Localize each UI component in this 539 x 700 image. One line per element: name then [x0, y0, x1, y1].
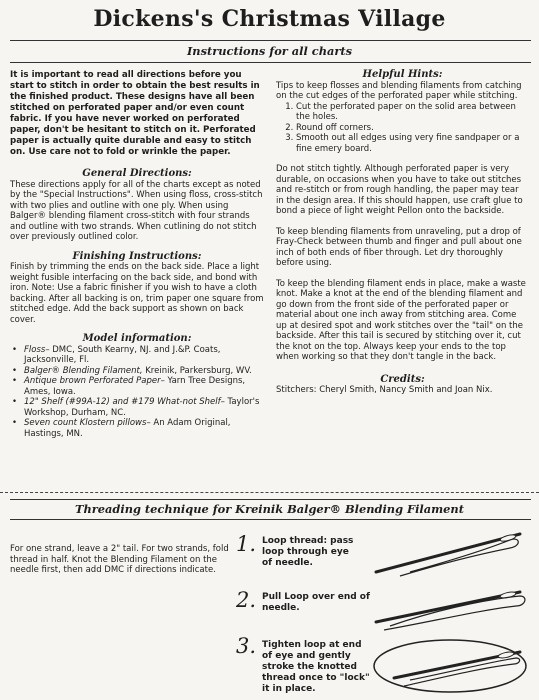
model-item-rest: – Taylor's Workshop, Durham, NC.: [24, 397, 260, 418]
needle-lock-illustration: [370, 632, 530, 696]
left-column: [10, 70, 264, 439]
hint-step: 2. Round off corners.: [296, 123, 529, 134]
needle-pull-illustration: [370, 582, 530, 632]
model-heading: Model information:: [82, 333, 192, 344]
hints-paragraph-3: To keep the blending filament ends in place, make a waste knot. Make a knot at the end of the blending filament and go down from the front side of the perforated paper or material about one inch away from stitching area. Come up at desired spot and work stitches over the "tail" on the backside. After this tail is secured by stitching over it, cut the knot on the top. Always keep your ends to the top when working so that they don't tangle in the back.: [276, 278, 526, 362]
instructions-heading: Instructions for all charts: [186, 44, 353, 58]
model-item-rest: – DMC, South Kearny, NJ. and J.&P. Coats, Jacksonville, Fl.: [24, 344, 221, 365]
general-heading: General Directions:: [82, 168, 192, 179]
threading-heading: Threading technique for Kreinik Balger® Blending Filament: [75, 502, 464, 516]
model-item: [24, 397, 264, 418]
model-item: [24, 418, 264, 439]
finishing-text: Finish by trimming the ends on the back side. Place a light weight fusible interfacing on the back side, and bond with iron. Note: Use a fabric finisher if you wish to have a cloth backing. After all backing is on, trim paper one square from stitched edge. Add the back support as shown on back cover.: [10, 262, 264, 325]
model-item-rest: – Yarn Tree Designs, Ames, Iowa.: [24, 376, 246, 397]
title-rule: [10, 40, 531, 41]
model-item-rest: – An Adam Original, Hastings, MN.: [24, 418, 231, 439]
step-number: 2.: [236, 588, 257, 612]
threading-top-rule: [10, 499, 531, 500]
model-item-name: Balger® Blending Filament,: [24, 365, 143, 376]
cut-line: [0, 492, 539, 493]
credits-heading: Credits:: [380, 373, 425, 385]
finishing-heading: Finishing Instructions:: [72, 250, 202, 262]
threading-intro: For one strand, leave a 2" tail. For two strands, fold thread in half. Knot the Blending Filament on the needle first, then add DMC if directions indicate.: [10, 544, 229, 575]
model-item-rest: Kreinik, Parkersburg, WV.: [142, 365, 252, 376]
hint-step: 1. Cut the perforated paper on the solid area between the holes.: [296, 102, 529, 123]
hints-intro: Tips to keep flosses and blending filaments from catching on the cut edges of the perforated paper while stitching.: [276, 80, 522, 101]
step-text: Loop thread: pass loop through eye of needle.: [262, 536, 354, 568]
instructions-rule: [10, 62, 531, 63]
step-number: 1.: [236, 532, 257, 556]
hints-steps: [276, 102, 529, 155]
step-text: Pull Loop over end of needle.: [262, 592, 370, 613]
model-list: [10, 345, 264, 440]
hint-step: 3. Smooth out all edges using very fine sandpaper or a fine emery board.: [296, 133, 529, 154]
right-column: [276, 70, 529, 396]
hints-paragraph-1: Do not stitch tightly. Although perforated paper is very durable, on occasions when you have to take out stitches and re-stitch or from rough handling, the paper may tear in the design area. If this should happen, use craft glue to bond a piece of light weight Pellon onto the backside.: [276, 164, 523, 216]
model-item: [24, 376, 264, 397]
page-title: Dickens's Christmas Village: [93, 6, 446, 32]
hints-paragraph-2: To keep blending filaments from unraveling, put a drop of Fray-Check between thumb and finger and pull about one inch of both ends of fiber through. Let dry thoroughly before using.: [276, 226, 522, 268]
general-text: These directions apply for all of the charts except as noted by the "Special Instructions". When using floss, cross-stitch with two plies and outline with one ply. When using Balger® blending filament cross-stitch with four strands and outline with two strands. When cutlining do not stitch over previously outlined color.: [10, 179, 263, 242]
step-text: Tighten loop at end of eye and gently stroke the knotted thread once to "lock" it in place.: [262, 640, 370, 694]
step-number: 3.: [236, 634, 257, 658]
model-item-name: Floss: [24, 344, 46, 355]
model-item-name: Seven count Klostern pillows: [24, 418, 147, 428]
model-item: [24, 366, 264, 377]
credits-text: Stitchers: Cheryl Smith, Nancy Smith and Joan Nix.: [276, 385, 493, 395]
intro-paragraph: It is important to read all directions before you start to stitch in order to obtain the best results in the finished product. These designs have all been stitched on perforated paper and/or even count fabric. If you have never worked on perforated paper, don't be hesitant to stitch on it. Perforated paper is actually quite durable and easy to stitch on. Use care not to fold or wrinkle the paper.: [10, 70, 260, 157]
model-item-name: Antique brown Perforated Paper: [24, 376, 161, 386]
needle-loop-illustration: [370, 528, 530, 578]
threading-bottom-rule: [10, 519, 531, 520]
model-item: [24, 345, 264, 366]
hints-heading: Helpful Hints:: [362, 69, 443, 80]
model-item-name: 12" Shelf (#99A-12) and #179 What-not Shelf: [24, 397, 221, 407]
